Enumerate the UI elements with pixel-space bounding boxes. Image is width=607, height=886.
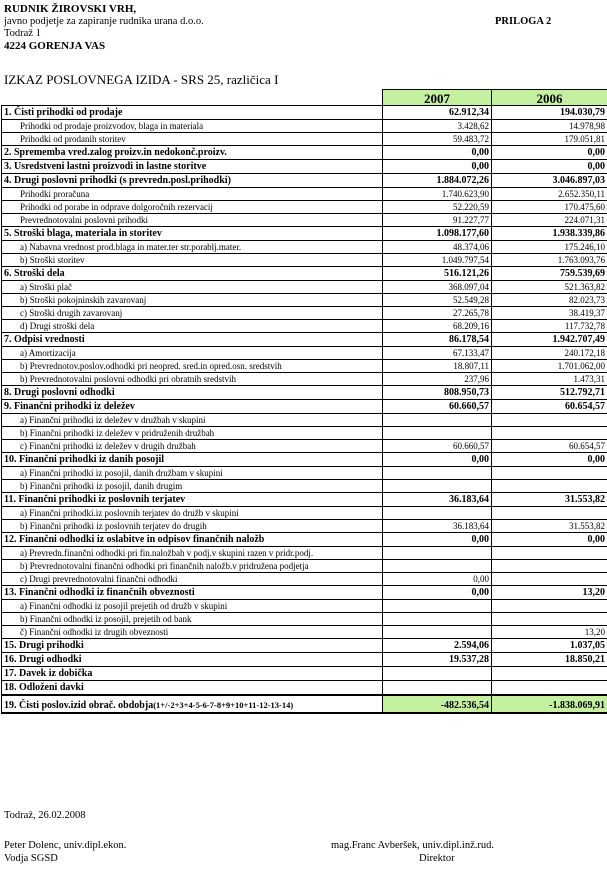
value-2007: 0,00 xyxy=(383,533,492,547)
value-2006 xyxy=(492,547,607,560)
detail-row xyxy=(2,520,607,533)
detail-row xyxy=(2,281,607,294)
section-row xyxy=(2,586,607,600)
value-2006 xyxy=(492,681,607,696)
value-2007 xyxy=(383,467,492,480)
value-2006: 240.172,18 xyxy=(492,347,607,360)
value-2007: 0,00 xyxy=(383,160,492,174)
value-2006: 0,00 xyxy=(492,146,607,160)
value-2007: 52.220,59 xyxy=(383,201,492,214)
section-row xyxy=(2,533,607,547)
value-2006 xyxy=(492,467,607,480)
value-2007: 19.537,28 xyxy=(383,653,492,667)
section-row xyxy=(2,333,607,347)
row-label: a) Nabavna vrednost prod.blaga in mater.ter str.porablj.mater. xyxy=(2,241,383,254)
signatory-1-role: Vodja SGSD xyxy=(4,853,58,864)
value-2007: 0,00 xyxy=(383,573,492,586)
value-2006: 759.539,69 xyxy=(492,267,607,281)
value-2007: 27.265,78 xyxy=(383,307,492,320)
value-2007 xyxy=(383,547,492,560)
value-2007 xyxy=(383,480,492,493)
detail-row xyxy=(2,307,607,320)
detail-row xyxy=(2,120,607,133)
value-2007: 808.950,73 xyxy=(383,386,492,400)
row-label: 7. Odpisi vrednosti xyxy=(2,333,383,347)
row-label: 11. Finančni prihodki iz poslovnih terjatev xyxy=(2,493,383,507)
value-2006: 117.732,78 xyxy=(492,320,607,333)
value-2007: 0,00 xyxy=(383,453,492,467)
value-2006: 194.030,79 xyxy=(492,106,607,120)
row-label: 6. Stroški dela xyxy=(2,267,383,281)
year-header-row xyxy=(2,90,607,106)
section-row xyxy=(2,267,607,281)
row-label: b) Stroški pokojninskih zavarovanj xyxy=(2,294,383,307)
row-label: Prihodki od porabe in odprave dolgoročnih rezervacij xyxy=(2,201,383,214)
value-2007 xyxy=(383,626,492,639)
value-2006 xyxy=(492,414,607,427)
detail-row xyxy=(2,373,607,386)
row-label: d) Drugi stroški dela xyxy=(2,320,383,333)
section-row xyxy=(2,386,607,400)
value-2007: 67.133,47 xyxy=(383,347,492,360)
value-2006: 1.942.707,49 xyxy=(492,333,607,347)
section-row xyxy=(2,146,607,160)
company-street: Todraž 1 xyxy=(4,28,41,39)
value-2006: 82.023,73 xyxy=(492,294,607,307)
row-label: b) Prevrednotovalni finančni odhodki pri finančnih naložb.v pridružena podjetja xyxy=(2,560,383,573)
value-2006: 14.978,98 xyxy=(492,120,607,133)
net-result-label-main: 19. Čisti poslov.izid obrač. obdobja xyxy=(4,700,154,711)
detail-row xyxy=(2,507,607,520)
row-label: a) Amortizacija xyxy=(2,347,383,360)
detail-row xyxy=(2,320,607,333)
value-2006: 512.792,71 xyxy=(492,386,607,400)
net-result-row xyxy=(2,695,607,713)
value-2007: 1.884.072,26 xyxy=(383,174,492,188)
signatory-1-name: Peter Dolenc, univ.dipl.ekon. xyxy=(4,840,127,851)
row-label: 18. Odloženi davki xyxy=(2,681,383,696)
row-label: 9. Finančni prihodki iz deležev xyxy=(2,400,383,414)
value-2007 xyxy=(383,681,492,696)
value-2006: 3.046.897,03 xyxy=(492,174,607,188)
value-2007: 68.209,16 xyxy=(383,320,492,333)
value-2006: 224.071,31 xyxy=(492,214,607,227)
appendix-label: PRILOGA 2 xyxy=(495,16,552,27)
section-row xyxy=(2,639,607,653)
section-row xyxy=(2,174,607,188)
row-label: a) Finančni prihodki iz deležev v družbah v skupini xyxy=(2,414,383,427)
value-2006: 170.475,60 xyxy=(492,201,607,214)
row-label: c) Drugi prevrednotovalni finančni odhodki xyxy=(2,573,383,586)
row-label: 16. Drugi odhodki xyxy=(2,653,383,667)
header-blank-cell xyxy=(2,90,383,106)
detail-row xyxy=(2,613,607,626)
row-label: 10. Finančni prihodki iz danih posojil xyxy=(2,453,383,467)
value-2006 xyxy=(492,667,607,681)
value-2006: 31.553,82 xyxy=(492,520,607,533)
value-2007 xyxy=(383,613,492,626)
value-2006: 521.363,82 xyxy=(492,281,607,294)
section-row xyxy=(2,106,607,120)
section-row xyxy=(2,160,607,174)
section-row xyxy=(2,681,607,696)
value-2006 xyxy=(492,560,607,573)
row-label: 12. Finančni odhodki iz oslabitve in odpisov finančnih naložb xyxy=(2,533,383,547)
row-label: Prihodki od prodanih storitev xyxy=(2,133,383,146)
row-label: č) Finančni odhodki iz drugih obveznosti xyxy=(2,626,383,639)
value-2006 xyxy=(492,600,607,613)
value-2006 xyxy=(492,507,607,520)
net-result-2007: -482.536,54 xyxy=(383,695,492,713)
signatory-2-name: mag.Franc Avberšek, univ.dipl.inž.rud. xyxy=(331,840,495,851)
value-2007 xyxy=(383,600,492,613)
value-2007 xyxy=(383,507,492,520)
row-label: 15. Drugi prihodki xyxy=(2,639,383,653)
row-label: a) Prevredn.finančni odhodki pri fin.naložbah v podj.v skupini razen v pridr.podj. xyxy=(2,547,383,560)
detail-row xyxy=(2,294,607,307)
value-2006 xyxy=(492,573,607,586)
section-row xyxy=(2,400,607,414)
value-2006: 60.654,57 xyxy=(492,400,607,414)
row-label: Prihodki od prodaje proizvodov, blaga in materiala xyxy=(2,120,383,133)
value-2007: 18.807,11 xyxy=(383,360,492,373)
value-2006: 2.652.350,11 xyxy=(492,188,607,201)
detail-row xyxy=(2,214,607,227)
row-label: c) Finančni prihodki iz deležev v drugih družbah xyxy=(2,440,383,453)
detail-row xyxy=(2,467,607,480)
value-2006: 1.938.339,86 xyxy=(492,227,607,241)
row-label: a) Stroški plač xyxy=(2,281,383,294)
net-result-2006: -1.838.069,91 xyxy=(492,695,607,713)
value-2006: 1.763.093,76 xyxy=(492,254,607,267)
value-2007 xyxy=(383,667,492,681)
net-result-label xyxy=(2,695,383,713)
detail-row xyxy=(2,347,607,360)
row-label: Prihodki proračuna xyxy=(2,188,383,201)
row-label: 2. Sprememba vred.zalog proizv.in nedokonč.proizv. xyxy=(2,146,383,160)
detail-row xyxy=(2,254,607,267)
detail-row xyxy=(2,133,607,146)
value-2007: 48.374,06 xyxy=(383,241,492,254)
value-2007: 62.912,34 xyxy=(383,106,492,120)
income-statement-table xyxy=(1,89,607,714)
value-2006: 1.701.062,00 xyxy=(492,360,607,373)
report-title: IZKAZ POSLOVNEGA IZIDA - SRS 25, različica I xyxy=(4,72,279,87)
row-label: b) Finančni prihodki iz poslovnih terjatev do drugih xyxy=(2,520,383,533)
value-2006: 1.037,05 xyxy=(492,639,607,653)
value-2007: 0,00 xyxy=(383,586,492,600)
value-2007 xyxy=(383,414,492,427)
value-2006: 13,20 xyxy=(492,586,607,600)
row-label: a) Finančni prihodki.iz poslovnih terjatev do družb v skupini xyxy=(2,507,383,520)
detail-row xyxy=(2,414,607,427)
value-2006: 38.419,37 xyxy=(492,307,607,320)
detail-row xyxy=(2,440,607,453)
row-label: 4. Drugi poslovni prihodki (s prevredn.posl.prihodki) xyxy=(2,174,383,188)
row-label: 3. Usredstveni lastni proizvodi in lastne storitve xyxy=(2,160,383,174)
detail-row xyxy=(2,480,607,493)
value-2006: 0,00 xyxy=(492,533,607,547)
value-2006: 0,00 xyxy=(492,160,607,174)
value-2006: 18.850,21 xyxy=(492,653,607,667)
row-label: b) Prevrednotovalni poslovni odhodki pri obratnih sredstvih xyxy=(2,373,383,386)
value-2006 xyxy=(492,427,607,440)
value-2007 xyxy=(383,427,492,440)
detail-row xyxy=(2,427,607,440)
detail-row xyxy=(2,600,607,613)
value-2007: 60.660,57 xyxy=(383,400,492,414)
year-2006-header: 2006 xyxy=(492,90,607,106)
row-label: a) Finančni odhodki iz posojil prejetih od družb v skupini xyxy=(2,600,383,613)
value-2007 xyxy=(383,560,492,573)
net-result-formula: (1+/-2+3+4-5-6-7-8+9+10+11-12-13-14) xyxy=(153,700,294,710)
row-label: Prevrednotovalni poslovni prihodki xyxy=(2,214,383,227)
value-2007: 59.483,72 xyxy=(383,133,492,146)
section-row xyxy=(2,667,607,681)
value-2006 xyxy=(492,613,607,626)
row-label: 1. Čisti prihodki od prodaje xyxy=(2,106,383,120)
value-2006: 179.051,81 xyxy=(492,133,607,146)
section-row xyxy=(2,653,607,667)
document-date: Todraž, 26.02.2008 xyxy=(4,810,86,821)
row-label: 13. Finančni odhodki iz finančnih obveznosti xyxy=(2,586,383,600)
row-label: c) Stroški drugih zavarovanj xyxy=(2,307,383,320)
detail-row xyxy=(2,360,607,373)
value-2007: 36.183,64 xyxy=(383,493,492,507)
row-label: b) Prevrednotov.poslov.odhodki pri neopred. sred.in opred.osn. sredstvih xyxy=(2,360,383,373)
detail-row xyxy=(2,560,607,573)
company-name: RUDNIK ŽIROVSKI VRH, xyxy=(4,3,137,15)
row-label: b) Finančni odhodki iz posojil, prejetih od bank xyxy=(2,613,383,626)
row-label: b) Finančni prihodki iz posojil, danih drugim xyxy=(2,480,383,493)
value-2007: 516.121,26 xyxy=(383,267,492,281)
signatory-2-role: Direktor xyxy=(419,853,455,864)
value-2007: 0,00 xyxy=(383,146,492,160)
value-2007: 2.594,06 xyxy=(383,639,492,653)
value-2006: 175.246,10 xyxy=(492,241,607,254)
detail-row xyxy=(2,188,607,201)
value-2007: 91.227,77 xyxy=(383,214,492,227)
value-2007: 3.428,62 xyxy=(383,120,492,133)
detail-row xyxy=(2,547,607,560)
row-label: a) Finančni prihodki iz posojil, danih družbam v skupini xyxy=(2,467,383,480)
value-2007: 1.098.177,60 xyxy=(383,227,492,241)
value-2006: 0,00 xyxy=(492,453,607,467)
section-row xyxy=(2,227,607,241)
value-2006: 31.553,82 xyxy=(492,493,607,507)
detail-row xyxy=(2,241,607,254)
row-label: 8. Drugi poslovni odhodki xyxy=(2,386,383,400)
section-row xyxy=(2,493,607,507)
detail-row xyxy=(2,626,607,639)
value-2007: 237,96 xyxy=(383,373,492,386)
row-label: b) Stroški storitev xyxy=(2,254,383,267)
row-label: 17. Davek iz dobička xyxy=(2,667,383,681)
value-2007: 1.740.623,90 xyxy=(383,188,492,201)
value-2006 xyxy=(492,480,607,493)
value-2006: 13,20 xyxy=(492,626,607,639)
row-label: 5. Stroški blaga, materiala in storitev xyxy=(2,227,383,241)
value-2007: 52.549,28 xyxy=(383,294,492,307)
section-row xyxy=(2,453,607,467)
value-2007: 1.049.797,54 xyxy=(383,254,492,267)
detail-row xyxy=(2,201,607,214)
value-2007: 368.097,04 xyxy=(383,281,492,294)
year-2007-header: 2007 xyxy=(383,90,492,106)
value-2006: 60.654,57 xyxy=(492,440,607,453)
detail-row xyxy=(2,573,607,586)
value-2007: 86.178,54 xyxy=(383,333,492,347)
value-2007: 60.660,57 xyxy=(383,440,492,453)
value-2006: 1.473,31 xyxy=(492,373,607,386)
company-postal: 4224 GORENJA VAS xyxy=(4,40,106,52)
row-label: b) Finančni prihodki iz deležev v pridruženih družbah xyxy=(2,427,383,440)
value-2007: 36.183,64 xyxy=(383,520,492,533)
company-subtitle: javno podjetje za zapiranje rudnika urana d.o.o. xyxy=(4,16,204,27)
